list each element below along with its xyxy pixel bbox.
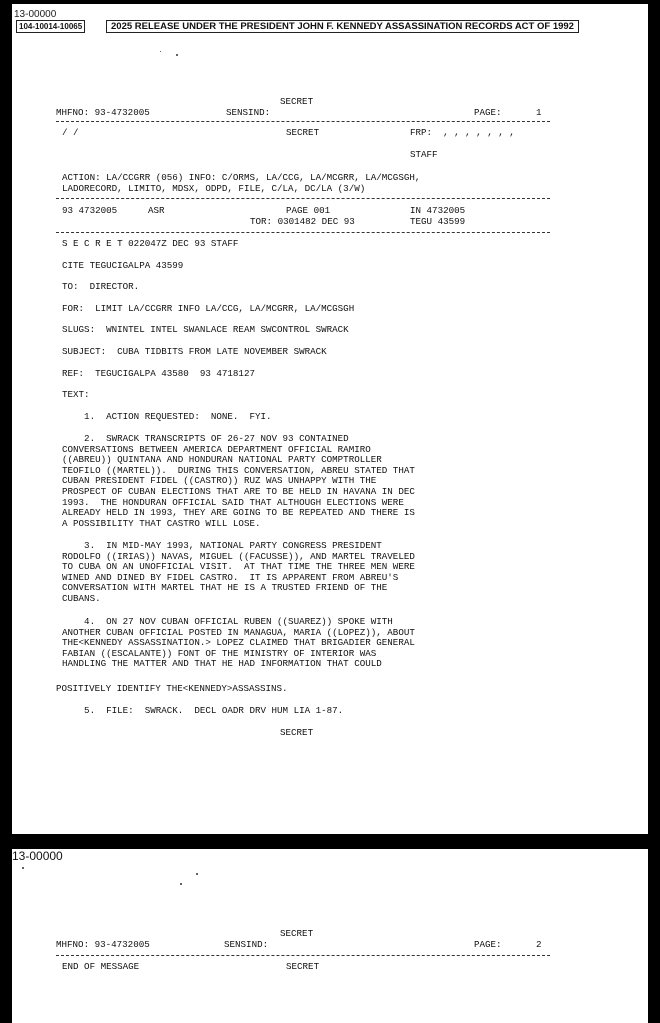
document-page-1	[12, 4, 648, 834]
page2-classification-top: SECRET	[280, 928, 314, 939]
archive-stamp: 13-00000	[12, 849, 63, 863]
tegu: TEGU 43599	[410, 216, 466, 227]
divider-line	[56, 232, 550, 233]
mhfno: MHFNO: 93-4732005	[56, 107, 150, 118]
ref-line: REF: TEGUCIGALPA 43580 93 4718127	[62, 368, 255, 379]
action-line-2: LADORECORD, LIMITO, MDSX, ODPD, FILE, C/LA, DC/LA (3/W)	[62, 183, 366, 194]
asr: ASR	[148, 205, 165, 216]
page2-classification-mid: SECRET	[286, 961, 320, 972]
subject-line: SUBJECT: CUBA TIDBITS FROM LATE NOVEMBER SWRACK	[62, 346, 327, 357]
divider-line	[56, 198, 550, 199]
slugs-line: SLUGS: WNINTEL INTEL SWANLACE REAM SWCONTROL SWRACK	[62, 324, 349, 335]
frp: FRP: , , , , , , ,	[410, 127, 515, 138]
cite: CITE TEGUCIGALPA 43599	[62, 260, 184, 271]
in-number: IN 4732005	[410, 205, 466, 216]
document-page-2	[12, 849, 648, 1023]
divider-line	[56, 955, 550, 956]
text-label: TEXT:	[62, 389, 90, 400]
paragraph-5: 5. FILE: SWRACK. DECL OADR DRV HUM LIA 1-87.	[62, 705, 344, 716]
record-id-box: 104-10014-10065	[16, 20, 85, 33]
end-of-message: END OF MESSAGE	[62, 961, 140, 972]
paragraph-2: 2. SWRACK TRANSCRIPTS OF 26-27 NOV 93 CONTAINED CONVERSATIONS BETWEEN AMERICA DEPARTMENT OFFICIAL RAMIRO ((ABREU)) QUINTANA AND HONDURAN NATIONAL PARTY COMPTROLLER TEOFILO ((MARTEL)). DURING THIS CONVERSATION, ABREU STATED THAT CUBAN PRESIDENT FIDEL ((CASTRO)) RUZ WAS UNHAPPY WITH THE PROSPECT OF CUBAN ELECTIONS THAT ARE TO BE HELD IN HAVANA IN DEC 1993. THE HONDURAN OFFICIAL SAID THAT ALTHOUGH ELECTIONS WERE ALREADY HELD IN 1993, THEY ARE GOING TO BE REPEATED AND THERE IS A POSSIBILITY THAT CASTRO WILL LOSE.	[62, 433, 415, 529]
page2-mhfno: MHFNO: 93-4732005	[56, 939, 150, 950]
paragraph-3: 3. IN MID-MAY 1993, NATIONAL PARTY CONGRESS PRESIDENT RODOLFO ((IRIAS)) NAVAS, MIGUEL ((FACUSSE)), AND MARTEL TRAVELED TO CUBA ON AN UNOFFICIAL VISIT. AT THAT TIME THE THREE MEN WERE WINED AND DINED BY FIDEL CASTRO. IT IS APPARENT FROM ABREU'S CONVERSATION WITH MARTEL THAT HE IS A TRUSTED FRIEND OF THE CUBANS.	[62, 540, 415, 604]
release-notice-box: 2025 RELEASE UNDER THE PRESIDENT JOHN F. KENNEDY ASSASSINATION RECORDS ACT OF 1992	[106, 20, 579, 33]
classification-top: SECRET	[280, 96, 314, 107]
ref-number: 93 4732005	[62, 205, 118, 216]
paragraph-4: 4. ON 27 NOV CUBAN OFFICIAL RUBEN ((SUAREZ)) SPOKE WITH ANOTHER CUBAN OFFICIAL POSTED IN MANAGUA, MARIA ((LOPEZ)), ABOUT THE<KENNEDY ASSASSINATION.> LOPEZ CLAIMED THAT BRIGADIER GENERAL FABIAN ((ESCALANTE)) FONT OF THE MINISTRY OF INTERIOR WAS HANDLING THE MATTER AND THAT HE HAD INFORMATION THAT COULD	[62, 616, 415, 670]
classification-mid: SECRET	[286, 127, 320, 138]
tor: TOR: 0301482 DEC 93	[250, 216, 355, 227]
divider-line	[56, 121, 550, 122]
paragraph-1: 1. ACTION REQUESTED: NONE. FYI.	[62, 411, 272, 422]
secret-line: S E C R E T 022047Z DEC 93 STAFF	[62, 238, 239, 249]
page2-page-number: 2	[536, 939, 542, 950]
sensind: SENSIND:	[226, 107, 271, 118]
page2-sensind: SENSIND:	[224, 939, 269, 950]
to-line: TO: DIRECTOR.	[62, 281, 140, 292]
page-number: 1	[536, 107, 542, 118]
slashes: / /	[62, 127, 79, 138]
for-line: FOR: LIMIT LA/CCGRR INFO LA/CCG, LA/MCGRR, LA/MCGSGH	[62, 303, 355, 314]
page2-page-label: PAGE:	[474, 939, 502, 950]
positively-identify-line: POSITIVELY IDENTIFY THE<KENNEDY>ASSASSINS.	[56, 683, 288, 694]
action-line-1: ACTION: LA/CCGRR (056) INFO: C/ORMS, LA/CCG, LA/MCGRR, LA/MCGSGH,	[62, 172, 421, 183]
archive-stamp: 13-00000	[14, 9, 57, 20]
classification-bottom: SECRET	[280, 727, 314, 738]
staff: STAFF	[410, 149, 438, 160]
page-001: PAGE 001	[286, 205, 331, 216]
page-label: PAGE:	[474, 107, 502, 118]
